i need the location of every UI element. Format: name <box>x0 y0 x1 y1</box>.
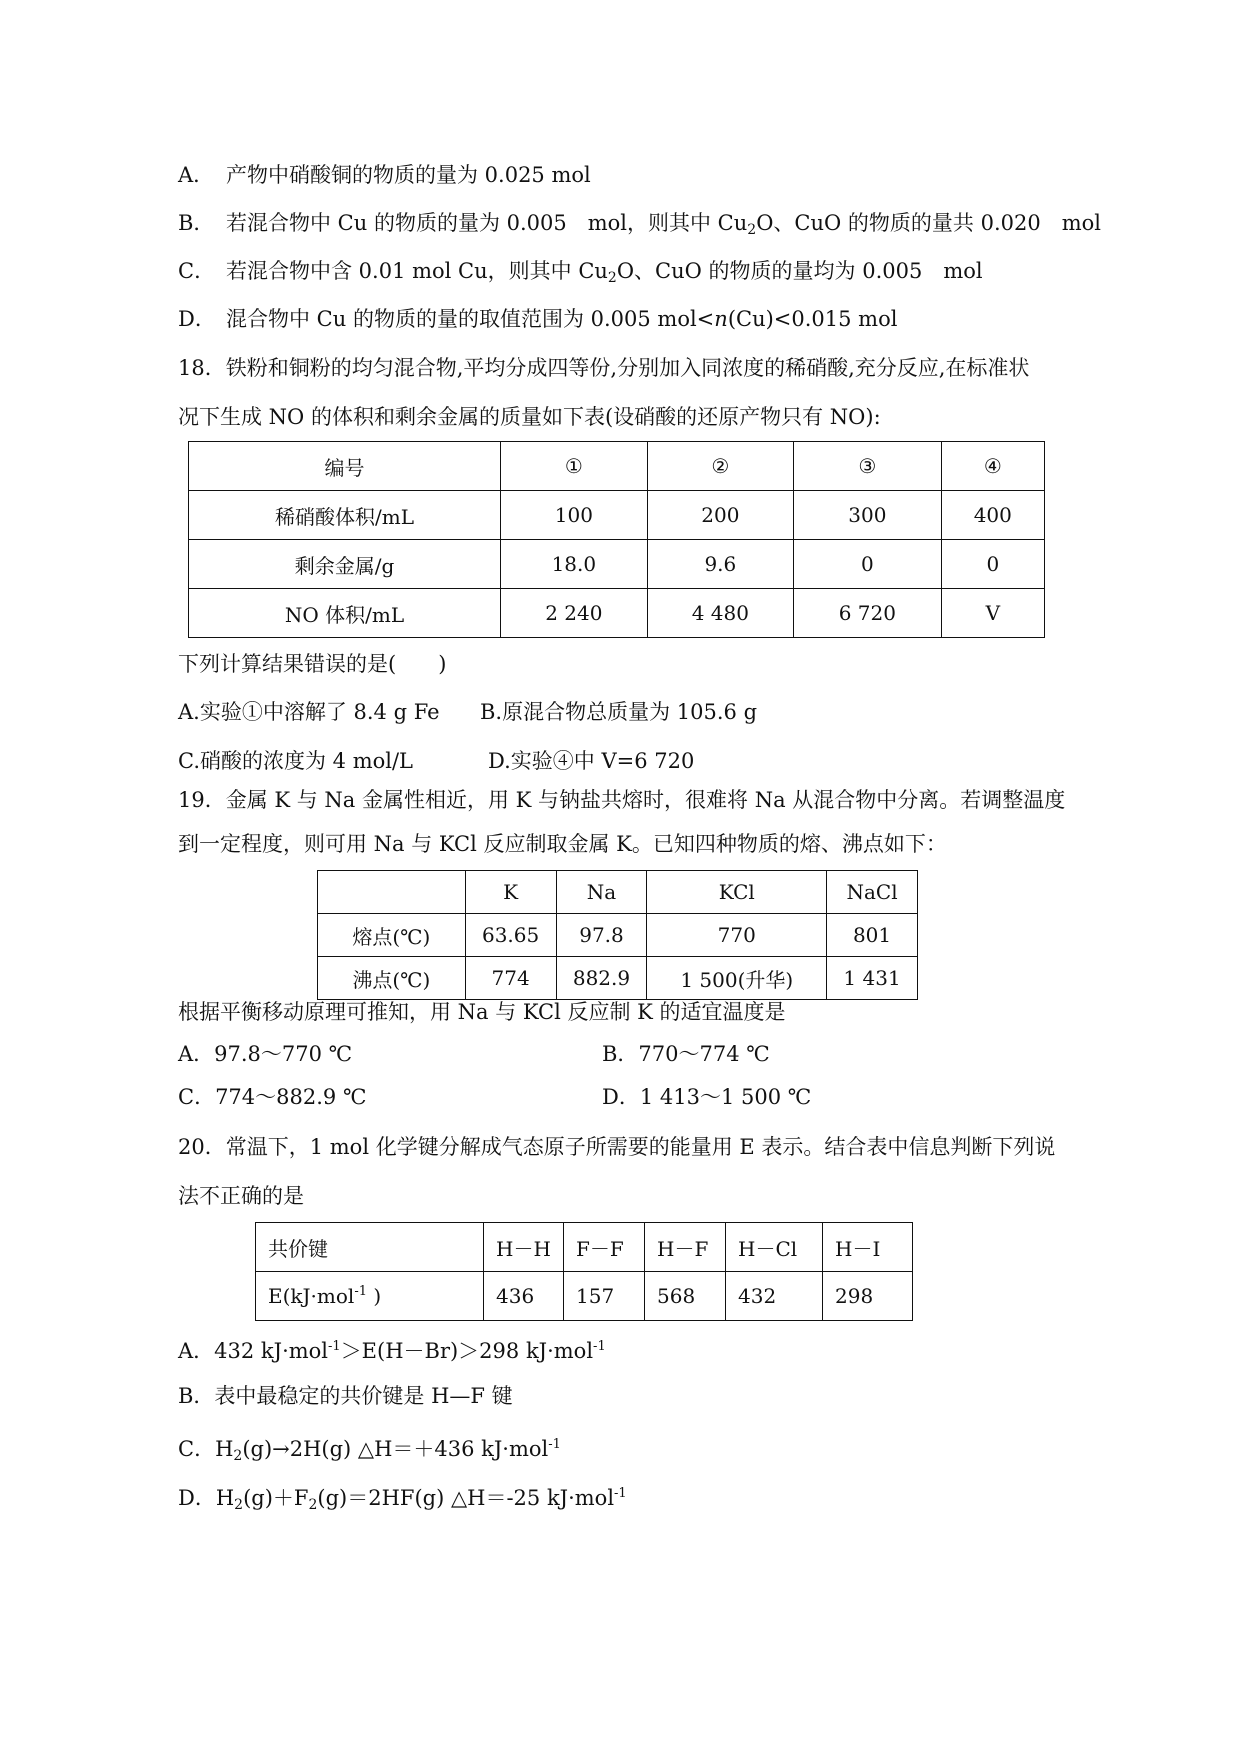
table-cell: 63.65 <box>465 914 556 957</box>
table-cell <box>318 871 466 914</box>
q20-stem-line1: 20．常温下，1 mol 化学键分解成气态原子所需要的能量用 E 表示。结合表中信息判断下列说 <box>178 1135 1056 1159</box>
table-cell: H－I <box>823 1223 913 1272</box>
table-row <box>318 914 918 957</box>
table-cell: F－F <box>564 1223 645 1272</box>
q20-table <box>255 1222 913 1321</box>
q18-option-c: C.硝酸的浓度为 4 mol/L <box>178 749 413 773</box>
table-cell: 剩余金属/g <box>189 540 501 589</box>
table-cell: 432 <box>726 1272 823 1321</box>
table-cell: 编号 <box>189 442 501 491</box>
q19-option-b: B．770～774 ℃ <box>602 1042 770 1066</box>
q19-stem-line1: 19．金属 K 与 Na 金属性相近，用 K 与钠盐共熔时，很难将 Na 从混合物中分离。若调整温度 <box>178 788 1066 812</box>
table-cell: ③ <box>794 442 942 491</box>
table-cell: 300 <box>794 491 942 540</box>
table-cell: 298 <box>823 1272 913 1321</box>
table-cell: 801 <box>827 914 918 957</box>
table-cell: 6 720 <box>794 589 942 638</box>
table-cell: KCl <box>647 871 827 914</box>
table-cell: 熔点(℃) <box>318 914 466 957</box>
table-cell: V <box>941 589 1044 638</box>
q20-option-b: B．表中最稳定的共价键是 H—F 键 <box>178 1384 513 1408</box>
q17-option-b: B． 若混合物中 Cu 的物质的量为 0.005 mol，则其中 $Cu_2O$、CuO 的物质的量共 0.020 mol <box>178 211 1101 238</box>
q18-prompt: 下列计算结果错误的是( ) <box>178 652 447 676</box>
table-cell: 400 <box>941 491 1044 540</box>
table-row <box>189 589 1045 638</box>
table-cell: 770 <box>647 914 827 957</box>
q20-stem-line2: 法不正确的是 <box>178 1184 304 1208</box>
q19-table <box>317 870 918 1000</box>
table-cell: H－H <box>484 1223 564 1272</box>
table-row <box>189 442 1045 491</box>
q19-option-c: C．774～882.9 ℃ <box>178 1085 367 1109</box>
q18-stem-line1: 18．铁粉和铜粉的均匀混合物,平均分成四等份,分别加入同浓度的稀硝酸,充分反应,在标准状 <box>178 356 1030 380</box>
table-cell: NaCl <box>827 871 918 914</box>
table-cell: 1 431 <box>827 957 918 1000</box>
q20-option-d: D．$H_2(g)+F_2(g)=2HF(g)$ △H＝-25 kJ·mol$^{-1}$ <box>178 1486 627 1513</box>
table-cell: 18.0 <box>501 540 648 589</box>
table-row <box>256 1223 913 1272</box>
q20-option-a: A．432 kJ·mol$^{-1}$＞E(H－Br)＞298 kJ·mol$^{-1}$ <box>178 1339 606 1363</box>
table-cell: H－Cl <box>726 1223 823 1272</box>
table-cell: 2 240 <box>501 589 648 638</box>
table-cell: Na <box>556 871 647 914</box>
q18-option-a: A.实验①中溶解了 8.4 g Fe <box>178 700 440 724</box>
q17-option-a: A． 产物中硝酸铜的物质的量为 0.025 mol <box>178 163 591 187</box>
table-cell: 沸点(℃) <box>318 957 466 1000</box>
q18-stem-line2: 况下生成 NO 的体积和剩余金属的质量如下表(设硝酸的还原产物只有 NO): <box>178 405 881 429</box>
table-cell: 774 <box>465 957 556 1000</box>
q19-prompt: 根据平衡移动原理可推知，用 Na 与 KCl 反应制 K 的适宜温度是 <box>178 1000 786 1024</box>
q19-stem-line2: 到一定程度，则可用 Na 与 KCl 反应制取金属 K。已知四种物质的熔、沸点如下： <box>178 832 947 856</box>
table-row <box>318 871 918 914</box>
table-cell: 200 <box>647 491 794 540</box>
table-cell: NO 体积/mL <box>189 589 501 638</box>
table-cell: H－F <box>645 1223 726 1272</box>
table-cell: 0 <box>941 540 1044 589</box>
table-cell: ④ <box>941 442 1044 491</box>
q19-option-a: A．97.8～770 ℃ <box>178 1042 353 1066</box>
table-cell: 9.6 <box>647 540 794 589</box>
table-cell: 882.9 <box>556 957 647 1000</box>
table-cell: 568 <box>645 1272 726 1321</box>
table-cell: 4 480 <box>647 589 794 638</box>
table-cell: 436 <box>484 1272 564 1321</box>
table-cell: 157 <box>564 1272 645 1321</box>
table-row <box>189 491 1045 540</box>
table-cell: 稀硝酸体积/mL <box>189 491 501 540</box>
table-row <box>256 1272 913 1321</box>
table-cell: 100 <box>501 491 648 540</box>
table-cell: 97.8 <box>556 914 647 957</box>
table-cell: 1 500(升华) <box>647 957 827 1000</box>
table-cell: ① <box>501 442 648 491</box>
q18-table <box>188 441 1045 638</box>
q17-option-d: D． 混合物中 Cu 的物质的量的取值范围为 0.005 mol<n(Cu)<0.015 mol <box>178 307 898 331</box>
table-cell: 共价键 <box>256 1223 484 1272</box>
table-cell: ② <box>647 442 794 491</box>
q20-option-c: C．$H_2(g)\to 2H(g)$ △H＝＋436 kJ·mol$^{-1}$ <box>178 1437 561 1464</box>
table-row <box>318 957 918 1000</box>
table-cell: 0 <box>794 540 942 589</box>
table-cell: E(kJ·mol$^{-1}$ ) <box>256 1272 484 1321</box>
table-row <box>189 540 1045 589</box>
table-cell: K <box>465 871 556 914</box>
q18-option-b: B.原混合物总质量为 105.6 g <box>480 700 758 724</box>
q19-option-d: D．1 413～1 500 ℃ <box>602 1085 812 1109</box>
q18-option-d: D.实验④中 V=6 720 <box>488 749 695 773</box>
q17-option-c: C． 若混合物中含 0.01 mol Cu，则其中 $Cu_2O$、CuO 的物质的量均为 0.005 mol <box>178 259 983 286</box>
